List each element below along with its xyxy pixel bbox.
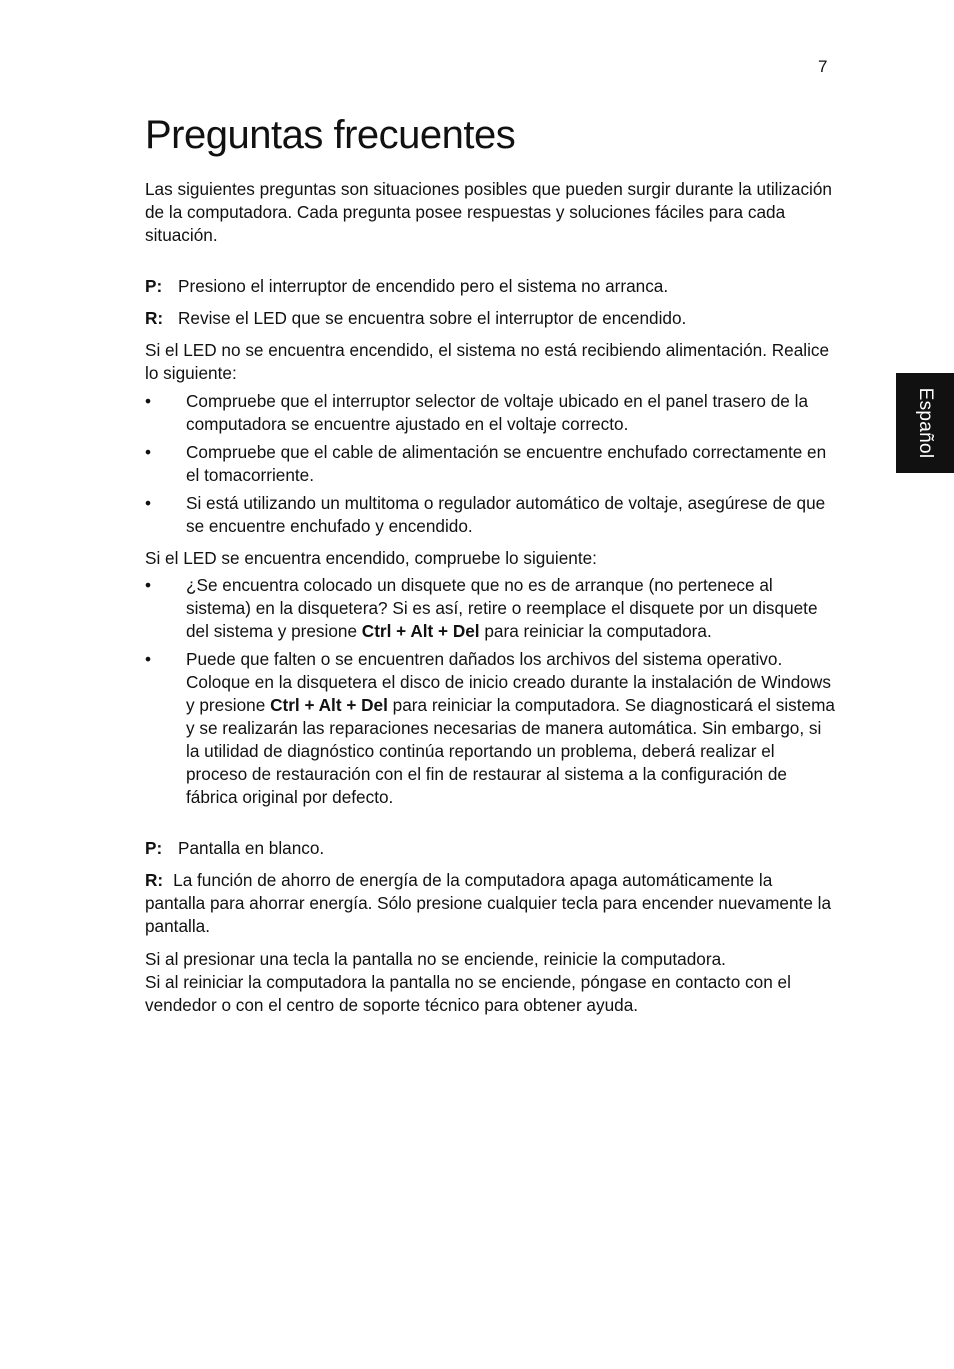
bullet: • [145,391,152,411]
list-item [145,648,835,809]
bullet: • [145,575,152,595]
question-label: P: [145,276,163,296]
answer-2 [145,869,835,938]
list-item-text: Compruebe que el interruptor selector de voltaje ubicado en el panel trasero de la computadora se encuentre ajustado en el voltaje correcto. [186,391,808,434]
language-side-tab-label: Español [915,387,936,459]
list-item-text-before: ¿Se encuentra colocado un disquete que no es de arranque (no pertenece al sistema) en la disquetera? Si es así, retire o reemplace el disquete por un disquete del sistema y presione [186,575,818,641]
language-side-tab [896,373,954,473]
page-number: 7 [818,57,828,76]
list-item-text-after: para reiniciar la computadora. Se diagnosticará el sistema y se realizarán las reparaciones necesarias de manera automática. Sin embargo, si la utilidad de diagnóstico continúa reportando un problema, deberá realizar el proceso de restauración con el fin de restaurar al sistema a la configuración de fábrica original por defecto. [186,695,835,807]
led-off-list [145,390,835,543]
followup-line-2: Si al reiniciar la computadora la pantalla no se enciende, póngase en contacto con el vendedor o con el centro de soporte técnico para obtener ayuda. [145,972,791,1015]
followup-paragraph [145,948,835,1017]
bullet: • [145,442,152,462]
answer-2-text: La función de ahorro de energía de la computadora apaga automáticamente la pantalla para ahorrar energía. Sólo presione cualquier tecla para encender nuevamente la pantalla. [145,870,832,936]
question-2 [145,837,835,860]
list-item-text: Si está utilizando un multitoma o regulador automático de voltaje, asegúrese de que se encuentre enchufado y encendido. [186,493,826,536]
bullet: • [145,649,152,669]
question-2-text: Pantalla en blanco. [178,838,325,858]
led-on-lead: Si el LED se encuentra encendido, compruebe lo siguiente: [145,548,597,568]
answer-1 [145,307,835,330]
list-item-text-before: Puede que falten o se encuentren dañados los archivos del sistema operativo. Coloque en la disquetera el disco de inicio creado durante la instalación de Windows y presione [186,649,831,715]
bullet: • [145,493,152,513]
followup-line-1: Si al presionar una tecla la pantalla no se enciende, reinicie la computadora. [145,949,726,969]
question-1 [145,275,835,298]
question-label: P: [145,838,163,858]
list-item-text: Compruebe que el cable de alimentación se encuentre enchufado correctamente en el tomacorriente. [186,442,827,485]
key-combo: Ctrl + Alt + Del [361,621,480,641]
answer-label: R: [145,308,164,328]
led-on-list [145,574,835,814]
list-item [145,492,835,538]
intro-paragraph: Las siguientes preguntas son situaciones posibles que pueden surgir durante la utilización de la computadora. Cada pregunta posee respuestas y soluciones fáciles para cada situación. [145,179,832,245]
answer-1-text: Revise el LED que se encuentra sobre el interruptor de encendido. [178,308,687,328]
list-item [145,441,835,487]
answer-label: R: [145,870,164,890]
list-item-text-after: para reiniciar la computadora. [479,621,712,641]
list-item [145,574,835,643]
page-title: Preguntas frecuentes [145,113,516,157]
list-item [145,390,835,436]
key-combo: Ctrl + Alt + Del [270,695,388,715]
question-1-text: Presiono el interruptor de encendido pero el sistema no arranca. [178,276,669,296]
led-off-lead: Si el LED no se encuentra encendido, el sistema no está recibiendo alimentación. Realice lo siguiente: [145,340,830,383]
